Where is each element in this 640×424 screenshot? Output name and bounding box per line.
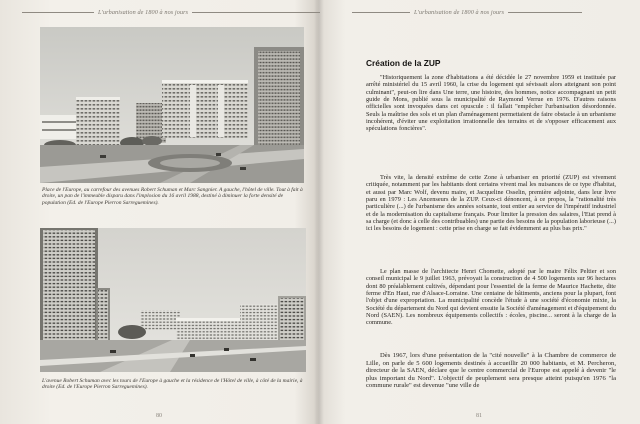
- paragraph-1: [366, 74, 616, 133]
- photo-place-de-l-europe-image: [40, 27, 304, 183]
- running-head-rule: [192, 12, 320, 13]
- paragraph-text: Le plan masse de l'architecte Henri Chomette, adopté par le maire Félix Peltier et son conseil municipal le 9 juillet 1963, prévoyait la construction de 4 500 logements sur 96 hectares dont 80 préalablement cultivés, dépendant pour l'essentiel de la ferme de Maurice Hachette, dite ferme d'En Haut, rue d'Alsace-Lorraine. Une centaine de bâtiments, anciens pour la plupart, font l'objet d'une expropriation. La municipalité concède l'étude à une société d'économie mixte, la Société du département du Nord qui devient ensuite la Société d'aménagement et d'équipement du Nord (SAEN). Les nombreux équipements collectifs : écoles, piscine... seront à la charge de la commune.: [366, 268, 616, 327]
- photo1-caption: Place de l'Europe, au carrefour des avenues Robert Schuman et Marc Sangnier. A gauche, l'hôtel de ville. Tout à fait à droite, un pan de l'immeuble disparu dans l'implosion du 16 avril 1988, destiné à diminuer la forte densité de population (Ed. de l'Europe Pierron Sarreguemines).: [42, 187, 303, 206]
- paragraph-3: [366, 268, 616, 327]
- book-gutter: [314, 0, 324, 424]
- section-title: Création de la ZUP: [366, 58, 441, 68]
- left-page-number: 80: [156, 413, 162, 419]
- photo2-caption: L'avenue Robert Schuman avec les tours de l'Europe à gauche et la résidence de l'Hôtel de ville, à côté de la mairie, à droite (Ed. de l'Europe Pierron Sarreguemines).: [42, 378, 303, 391]
- running-head-rule: [22, 12, 94, 13]
- running-head-rule: [508, 12, 582, 13]
- left-running-title: L'urbanisation de 1800 à nos jours: [98, 9, 189, 16]
- right-page-number: 81: [476, 413, 482, 419]
- paragraph-text: Très vite, la densité extrême de cette Zone à urbaniser en priorité (ZUP) est vivement critiquée, notamment par les habitants dont certains vivent mal les nuisances de ce type d'habitat, et aussi par Marc Wolf, devenu maire, et Jacqueline Osselin, première adjointe, dans leur livre paru en 1979 : Les Ancenseurs de la ZUP. Ceux-ci dénoncent, à ce propos, la "rationalité très particulière (...) de l'urbanisme des années soixante, tout entier au service de l'impératif industriel et de la modernisation du capitalisme français. Pour limiter la pression des salaires, l'Etat prend à sa charge (et donc à celle des contribuables) une partie des besoins de la population laborieuse (...) ici les besoins de logement : cette prise en charge se fait évidemment au plus bas prix.": [366, 174, 616, 233]
- right-running-title: L'urbanisation de 1800 à nos jours: [414, 9, 505, 16]
- right-running-head: [352, 9, 582, 16]
- photo-avenue-robert-schuman: [40, 228, 306, 372]
- paragraph-2: [366, 174, 616, 233]
- photo-place-de-l-europe: [40, 27, 304, 183]
- running-head-rule: [352, 12, 410, 13]
- paragraph-text: Dès 1967, lors d'une présentation de la "cité nouvelle" à la Chambre de commerce de Lille, on parle de 5 600 logements destinés à accueillir 20 000 habitants, et M. Percheron, directeur de la SAEN, déclare que le centre commercial de l'Europe est appelé à devenir "le plus important du Nord". L'objectif de peuplement sera presque atteint puisqu'en 1976 "la commune rurale" est devenue "une ville de: [366, 352, 616, 390]
- paragraph-4: [366, 352, 616, 390]
- left-running-head: [22, 9, 320, 16]
- paragraph-text: "Historiquement la zone d'habitations a été décidée le 27 novembre 1959 et instituée par arrêté ministériel du 15 avril 1960, la crise du logement qui sévissait alors atteignant son point culminant", peut-on lire dans Une terre, une histoire, des hommes, notice accompagnant un petit guide de Mons, publié sous la municipalité de Raymond Verrue en 1976. D'autres raisons officielles sont invoquées dans cet opuscule : il fallait "empêcher l'urbanisation désordonnée. Seuls la maîtrise des sols et un plan d'aménagement permettaient de faire obstacle à un urbanisme incohérent, d'éviter une exploitation irrationnelle des terrains et de s'opposer efficacement aux spéculations foncières".: [366, 74, 616, 133]
- photo-avenue-robert-schuman-image: [40, 228, 306, 372]
